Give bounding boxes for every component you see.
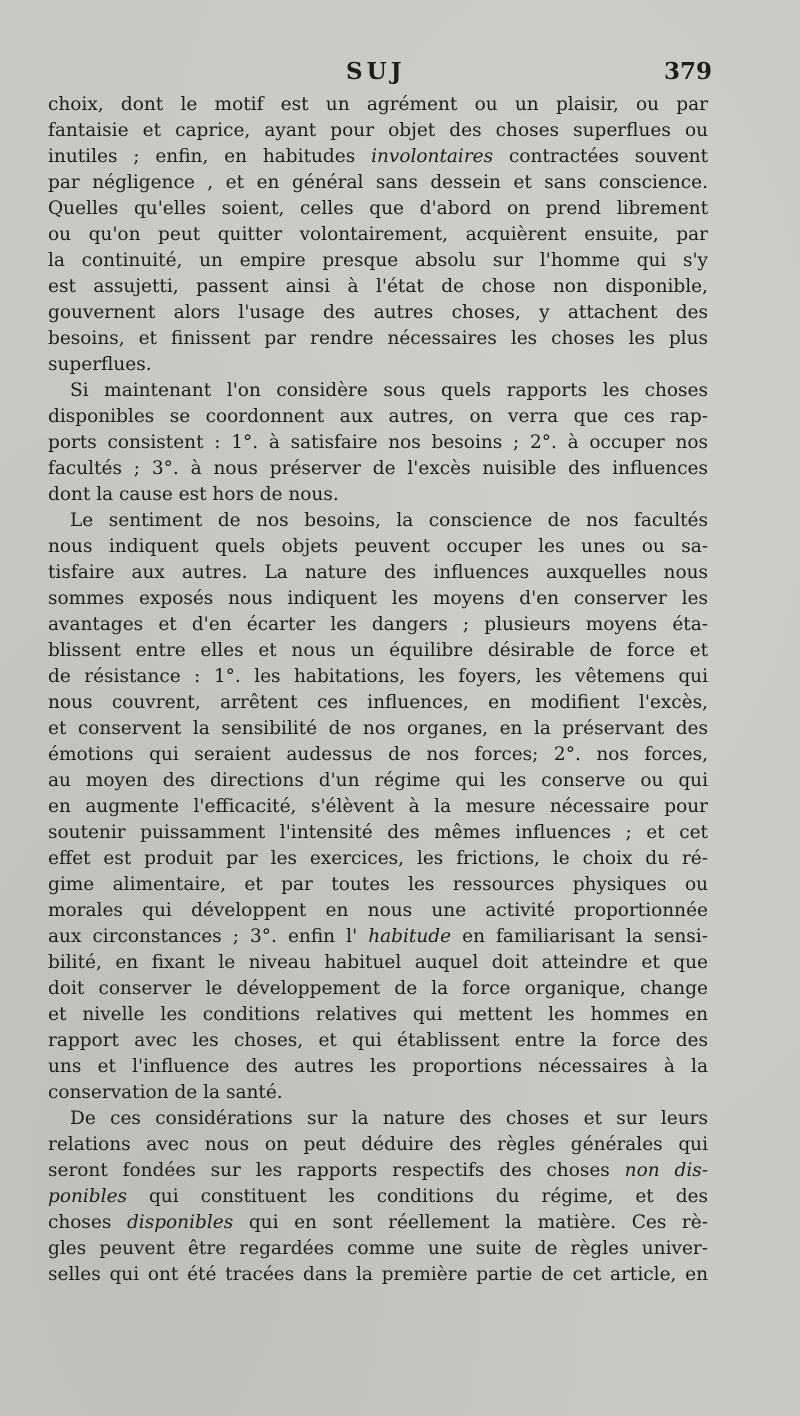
text-line — [48, 612, 708, 638]
line-text: uns et l'influence des autres les proportions nécessaires à la — [48, 1056, 708, 1077]
text-line — [48, 898, 708, 924]
line-text: de résistance : 1°. les habitations, les foyers, les vêtemens qui — [48, 666, 708, 687]
page-number: 379 — [663, 58, 712, 85]
line-text: choix, dont le motif est un agrément ou un plaisir, ou par — [48, 94, 708, 115]
line-text: Quelles qu'elles soient, celles que d'abord on prend librement — [48, 198, 708, 219]
text-line — [48, 534, 708, 560]
text-line — [48, 118, 708, 144]
line-text: sommes exposés nous indiquent les moyens d'en conserver les — [48, 588, 708, 609]
text-line — [48, 404, 708, 430]
line-text: aux circonstances ; 3°. enfin l' — [48, 926, 358, 947]
line-text: seront fondées sur les rapports respectifs des choses — [48, 1160, 610, 1181]
text-line — [48, 222, 708, 248]
text-line — [48, 560, 708, 586]
line-text: dont la cause est hors de nous. — [48, 484, 339, 505]
text-line — [48, 482, 708, 508]
line-text: la continuité, un empire presque absolu sur l'homme qui s'y — [48, 250, 708, 271]
line-text: ou qu'on peut quitter volontairement, acquièrent ensuite, par — [48, 224, 708, 245]
text-line — [48, 430, 708, 456]
text-line — [48, 924, 708, 950]
text-line — [48, 664, 708, 690]
line-text-after: qui en sont réellement la matière. Ces rè- — [248, 1212, 708, 1233]
text-line — [48, 950, 708, 976]
italic-term: habitude — [368, 926, 452, 947]
line-text: émotions qui seraient audessus de nos forces; 2°. nos forces, — [48, 744, 708, 765]
text-line — [48, 1132, 708, 1158]
line-text: Le sentiment de nos besoins, la conscience de nos facultés — [70, 510, 708, 531]
italic-term: disponibles — [126, 1212, 234, 1233]
line-text: nous indiquent quels objets peuvent occuper les unes ou sa- — [48, 536, 708, 557]
line-text: et conservent la sensibilité de nos organes, en la préservant des — [48, 718, 708, 739]
text-line — [48, 690, 708, 716]
text-line — [48, 768, 708, 794]
text-line — [48, 716, 708, 742]
line-text: De ces considérations sur la nature des choses et sur leurs — [70, 1108, 708, 1129]
text-line — [48, 1158, 708, 1184]
text-line — [48, 352, 708, 378]
text-line — [48, 1106, 708, 1132]
line-text: gime alimentaire, et par toutes les ressources physiques ou — [48, 874, 708, 895]
line-text: Si maintenant l'on considère sous quels rapports les choses — [70, 380, 708, 401]
line-text: tisfaire aux autres. La nature des influences auxquelles nous — [48, 562, 708, 583]
text-line — [48, 742, 708, 768]
page-header — [48, 58, 712, 94]
line-text: en augmente l'efficacité, s'élèvent à la mesure nécessaire pour — [48, 796, 708, 817]
line-text: gouvernent alors l'usage des autres choses, y attachent des — [48, 302, 708, 323]
text-line — [48, 638, 708, 664]
text-line — [48, 1028, 708, 1054]
italic-term: non dis- — [624, 1160, 708, 1181]
line-text: besoins, et finissent par rendre nécessaires les choses les plus — [48, 328, 708, 349]
line-text: choses — [48, 1212, 112, 1233]
text-line — [48, 1184, 708, 1210]
text-line — [48, 1262, 708, 1288]
line-text: bilité, en fixant le niveau habituel auquel doit atteindre et que — [48, 952, 708, 973]
line-text: effet est produit par les exercices, les frictions, le choix du ré- — [48, 848, 708, 869]
text-line — [48, 144, 708, 170]
line-text: avantages et d'en écarter les dangers ; plusieurs moyens éta- — [48, 614, 708, 635]
text-line — [48, 794, 708, 820]
text-line — [48, 1002, 708, 1028]
line-text: selles qui ont été tracées dans la première partie de cet article, en — [48, 1264, 708, 1285]
text-line — [48, 586, 708, 612]
line-text: nous couvrent, arrêtent ces influences, en modifient l'excès, — [48, 692, 708, 713]
body-text — [48, 92, 708, 1288]
text-line — [48, 872, 708, 898]
italic-term: involontaires — [371, 146, 494, 167]
line-text: inutiles ; enfin, en habitudes — [48, 146, 356, 167]
line-text: doit conserver le développement de la force organique, change — [48, 978, 708, 999]
text-line — [48, 508, 708, 534]
text-line — [48, 846, 708, 872]
text-line — [48, 1080, 708, 1106]
line-text: fantaisie et caprice, ayant pour objet des choses superflues ou — [48, 120, 708, 141]
text-line — [48, 1054, 708, 1080]
line-text: rapport avec les choses, et qui établissent entre la force des — [48, 1030, 708, 1051]
line-text: superflues. — [48, 354, 152, 375]
text-line — [48, 456, 708, 482]
text-line — [48, 976, 708, 1002]
text-line — [48, 196, 708, 222]
line-text: facultés ; 3°. à nous préserver de l'excès nuisible des influences — [48, 458, 708, 479]
line-text: par négligence , et en général sans dessein et sans conscience. — [48, 172, 708, 193]
line-text: est assujetti, passent ainsi à l'état de chose non disponible, — [48, 276, 708, 297]
line-text: au moyen des directions d'un régime qui les conserve ou qui — [48, 770, 708, 791]
line-text: blissent entre elles et nous un équilibre désirable de force et — [48, 640, 708, 661]
line-text-after: en familiarisant la sensi- — [462, 926, 708, 947]
line-text: relations avec nous on peut déduire des règles générales qui — [48, 1134, 708, 1155]
running-head: SUJ — [346, 58, 406, 85]
line-text: gles peuvent être regardées comme une suite de règles univer- — [48, 1238, 708, 1259]
line-text: morales qui développent en nous une activité proportionnée — [48, 900, 708, 921]
text-line — [48, 170, 708, 196]
text-line — [48, 820, 708, 846]
italic-term: ponibles — [48, 1186, 128, 1207]
text-line — [48, 248, 708, 274]
line-text: conservation de la santé. — [48, 1082, 283, 1103]
text-line — [48, 1236, 708, 1262]
text-line — [48, 92, 708, 118]
text-line — [48, 274, 708, 300]
line-text: soutenir puissamment l'intensité des mêmes influences ; et cet — [48, 822, 708, 843]
line-text: ports consistent : 1°. à satisfaire nos besoins ; 2°. à occuper nos — [48, 432, 708, 453]
line-text-after: contractées souvent — [508, 146, 709, 167]
text-line — [48, 1210, 708, 1236]
line-text: disponibles se coordonnent aux autres, on verra que ces rap- — [48, 406, 708, 427]
line-text-after: qui constituent les conditions du régime, et des — [148, 1186, 708, 1207]
text-line — [48, 300, 708, 326]
text-line — [48, 326, 708, 352]
line-text: et nivelle les conditions relatives qui mettent les hommes en — [48, 1004, 708, 1025]
text-line — [48, 378, 708, 404]
